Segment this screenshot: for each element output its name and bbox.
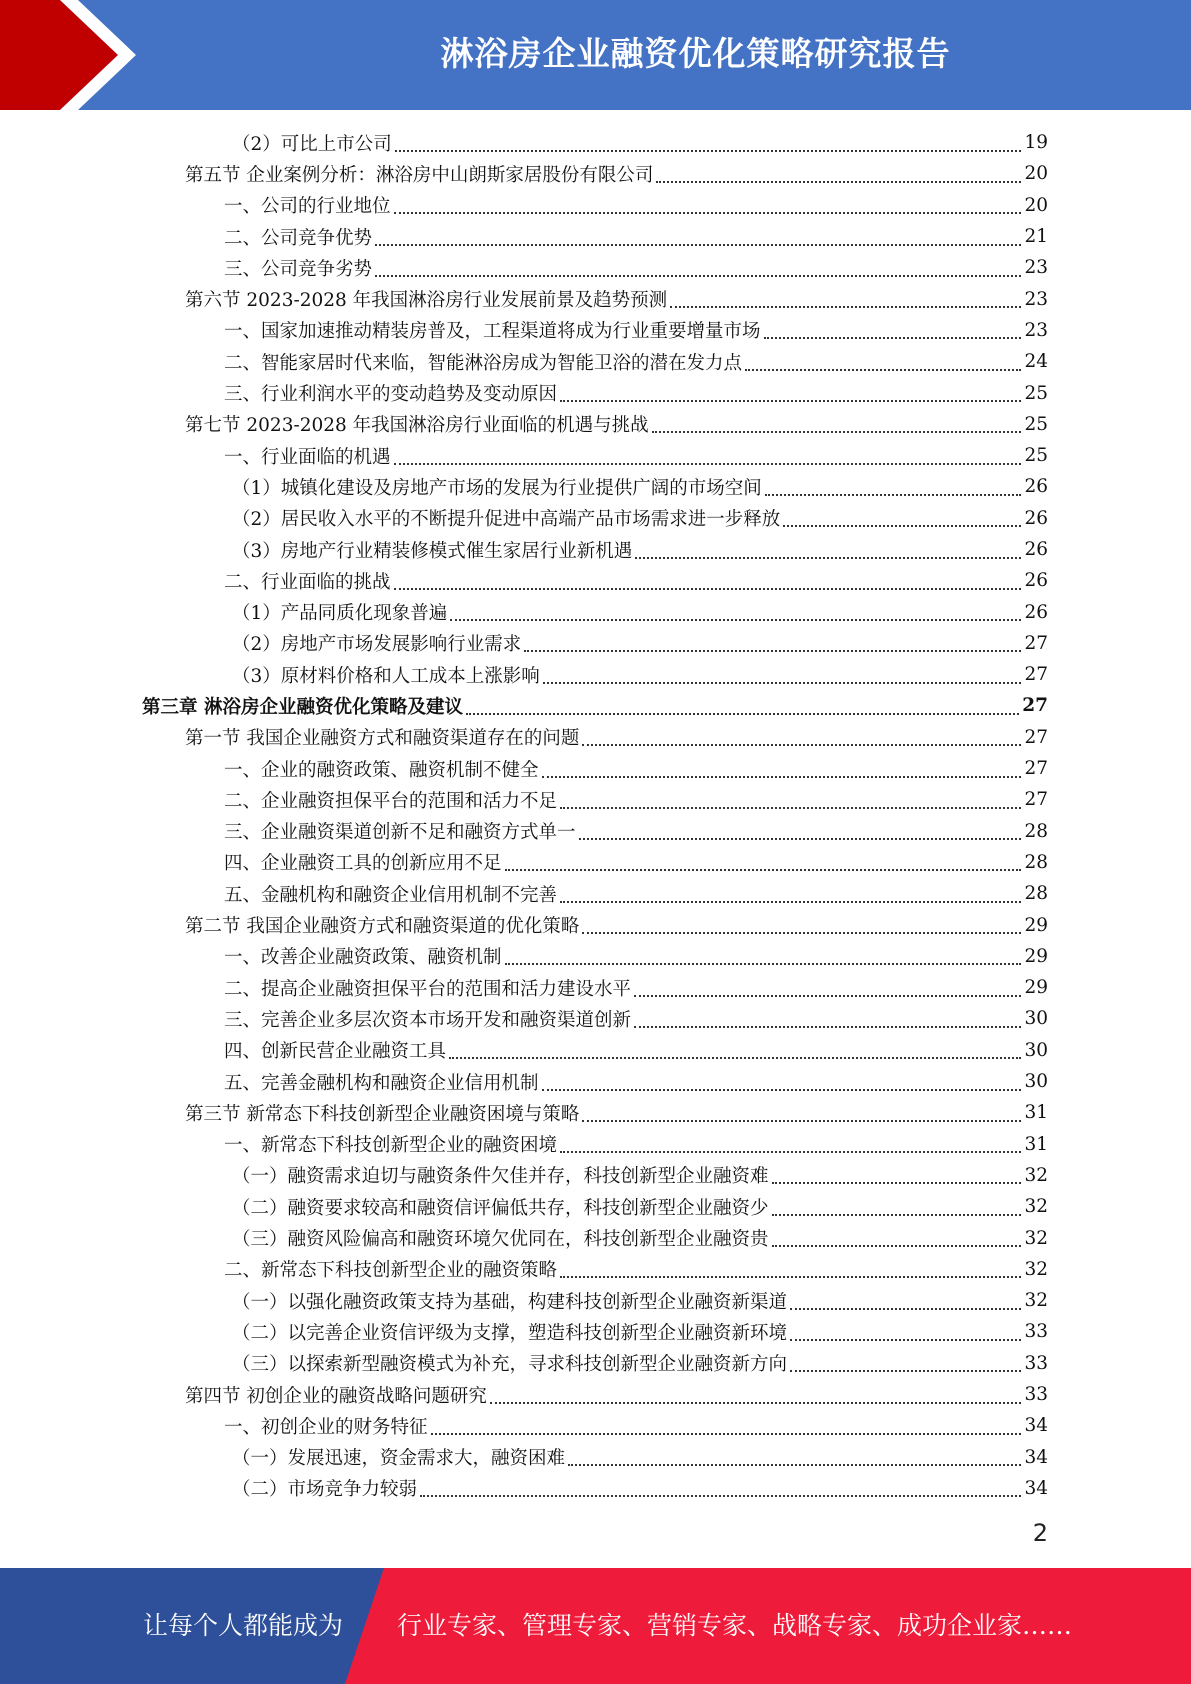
toc-entry-page: 25 — [1024, 445, 1048, 467]
toc-dot-leader — [764, 337, 1022, 339]
toc-dot-leader — [394, 588, 1022, 590]
toc-entry[interactable] — [232, 127, 1048, 158]
toc-dot-leader — [505, 963, 1022, 965]
toc-entry-title: 一、初创企业的财务特征 — [224, 1416, 428, 1438]
toc-dot-leader — [652, 431, 1022, 433]
toc-dot-leader — [394, 463, 1022, 465]
toc-dot-leader — [582, 1120, 1021, 1122]
toc-entry-page: 27 — [1024, 664, 1048, 686]
toc-entry-title: 五、金融机构和融资企业信用机制不完善 — [224, 884, 558, 906]
toc-entry[interactable] — [232, 1222, 1048, 1253]
toc-entry-title: 第七节 2023-2028 年我国淋浴房行业面临的机遇与挑战 — [185, 415, 649, 437]
toc-entry[interactable] — [232, 596, 1048, 627]
toc-entry-title: 二、行业面临的挑战 — [224, 571, 391, 593]
toc-entry-title: 二、企业融资担保平台的范围和活力不足 — [224, 790, 558, 812]
toc-entry-page: 27 — [1022, 695, 1048, 717]
toc-entry-page: 26 — [1024, 570, 1048, 592]
toc-entry-title: （1）城镇化建设及房地产市场的发展为行业提供广阔的市场空间 — [232, 477, 762, 499]
toc-dot-leader — [790, 1339, 1021, 1341]
toc-dot-leader — [634, 1026, 1021, 1028]
page-number: 2 — [1032, 1519, 1048, 1547]
toc-entry-page: 32 — [1024, 1290, 1048, 1312]
footer-banner — [0, 1568, 1191, 1684]
toc-entry-title: （二）融资要求较高和融资信评偏低共存，科技创新型企业融资少 — [232, 1197, 769, 1219]
table-of-contents — [0, 127, 1191, 1504]
toc-entry[interactable] — [224, 1003, 1048, 1034]
toc-entry-title: 二、提高企业融资担保平台的范围和活力建设水平 — [224, 978, 632, 1000]
toc-entry[interactable] — [185, 158, 1048, 189]
toc-entry-page: 23 — [1024, 319, 1048, 341]
toc-dot-leader — [765, 494, 1022, 496]
toc-entry-page: 19 — [1024, 132, 1048, 154]
toc-dot-leader — [772, 1182, 1022, 1184]
toc-entry[interactable] — [232, 1160, 1048, 1191]
toc-entry-page: 32 — [1024, 1227, 1048, 1249]
toc-entry-title: 二、公司竞争优势 — [224, 227, 373, 249]
toc-dot-leader — [560, 807, 1021, 809]
toc-entry[interactable] — [224, 221, 1048, 252]
toc-entry-title: 三、公司竞争劣势 — [224, 258, 373, 280]
toc-entry-page: 23 — [1024, 257, 1048, 279]
toc-entry-page: 32 — [1024, 1164, 1048, 1186]
toc-entry[interactable] — [224, 972, 1048, 1003]
toc-entry[interactable] — [185, 1379, 1048, 1410]
toc-entry-title: （2）可比上市公司 — [232, 133, 392, 155]
toc-entry-title: （一）融资需求迫切与融资条件欠佳并存，科技创新型企业融资难 — [232, 1166, 769, 1188]
toc-entry-page: 23 — [1024, 288, 1048, 310]
toc-dot-leader — [524, 650, 1021, 652]
toc-entry[interactable] — [232, 1285, 1048, 1316]
toc-entry[interactable] — [232, 659, 1048, 690]
toc-dot-leader — [634, 995, 1021, 997]
toc-entry-page: 27 — [1024, 632, 1048, 654]
toc-entry[interactable] — [224, 252, 1048, 283]
header-arrow-decoration — [0, 0, 150, 110]
toc-entry[interactable] — [224, 565, 1048, 596]
toc-entry-page: 33 — [1024, 1321, 1048, 1343]
toc-entry-title: （三）融资风险偏高和融资环境欠优同在，科技创新型企业融资贵 — [232, 1229, 769, 1251]
toc-entry-title: 一、企业的融资政策、融资机制不健全 — [224, 759, 539, 781]
footer-slogan-right: 行业专家、管理专家、营销专家、战略专家、成功企业家…… — [397, 1611, 1073, 1640]
toc-entry[interactable] — [232, 628, 1048, 659]
toc-entry-page: 26 — [1024, 539, 1048, 560]
toc-entry-title: （三）以探索新型融资模式为补充，寻求科技创新型企业融资新方向 — [232, 1354, 788, 1376]
toc-entry-page: 20 — [1024, 163, 1048, 185]
toc-entry-page: 28 — [1024, 883, 1048, 905]
toc-entry[interactable] — [224, 1410, 1048, 1441]
toc-dot-leader — [542, 1089, 1022, 1091]
toc-dot-leader — [635, 557, 1021, 559]
toc-entry-page: 27 — [1024, 789, 1048, 811]
toc-entry-title: 第四节 初创企业的融资战略问题研究 — [185, 1385, 487, 1407]
toc-entry-title: 四、企业融资工具的创新应用不足 — [224, 853, 502, 875]
toc-entry-title: 一、国家加速推动精装房普及，工程渠道将成为行业重要增量市场 — [224, 321, 761, 343]
toc-entry[interactable] — [185, 722, 1048, 753]
toc-entry-page: 30 — [1024, 1008, 1048, 1030]
toc-entry-title: 一、公司的行业地位 — [224, 196, 391, 218]
toc-entry[interactable] — [224, 753, 1048, 784]
toc-entry-page: 31 — [1024, 1133, 1048, 1155]
toc-entry-title: 第五节 企业案例分析：淋浴房中山朗斯家居股份有限公司 — [185, 164, 654, 186]
toc-dot-leader — [568, 1464, 1021, 1466]
toc-entry-title: 二、新常态下科技创新型企业的融资策略 — [224, 1260, 558, 1282]
document-title: 淋浴房企业融资优化策略研究报告 — [440, 34, 951, 73]
toc-entry[interactable] — [224, 1129, 1048, 1160]
footer-slogan-left: 让每个人都能成为 — [143, 1611, 344, 1640]
toc-entry[interactable] — [224, 941, 1048, 972]
toc-dot-leader — [582, 744, 1021, 746]
toc-dot-leader — [490, 1402, 1022, 1404]
toc-entry-title: 二、智能家居时代来临，智能淋浴房成为智能卫浴的潜在发力点 — [224, 352, 743, 374]
toc-entry[interactable] — [224, 1254, 1048, 1285]
toc-dot-leader — [783, 525, 1021, 527]
toc-dot-leader — [560, 1151, 1021, 1153]
toc-dot-leader — [790, 1308, 1021, 1310]
toc-entry-page: 26 — [1024, 476, 1048, 498]
toc-entry-page: 34 — [1024, 1446, 1048, 1468]
toc-entry-title: （2）房地产市场发展影响行业需求 — [232, 634, 522, 656]
toc-entry-page: 29 — [1024, 914, 1048, 936]
toc-entry-title: 三、完善企业多层次资本市场开发和融资渠道创新 — [224, 1009, 632, 1031]
toc-dot-leader — [560, 901, 1021, 903]
toc-entry-page: 28 — [1024, 851, 1048, 873]
toc-entry[interactable] — [185, 909, 1048, 940]
toc-dot-leader — [670, 306, 1021, 308]
toc-entry[interactable] — [232, 503, 1048, 534]
toc-entry-page: 27 — [1024, 726, 1048, 748]
toc-entry[interactable] — [232, 1348, 1048, 1379]
toc-entry-title: （3）房地产行业精装修模式催生家居行业新机遇 — [232, 540, 633, 562]
toc-dot-leader — [394, 212, 1022, 214]
toc-dot-leader — [449, 1057, 1021, 1059]
toc-entry-page: 25 — [1024, 413, 1048, 435]
toc-entry-title: （3）原材料价格和人工成本上涨影响 — [232, 665, 540, 687]
toc-entry-page: 29 — [1024, 945, 1048, 967]
toc-entry-page: 32 — [1024, 1196, 1048, 1218]
toc-entry-title: （2）居民收入水平的不断提升促进中高端产品市场需求进一步释放 — [232, 509, 781, 531]
toc-entry[interactable] — [142, 690, 1048, 721]
toc-entry-page: 29 — [1024, 977, 1048, 999]
toc-entry-page: 24 — [1024, 351, 1048, 373]
toc-entry-title: （二）以完善企业资信评级为支撑，塑造科技创新型企业融资新环境 — [232, 1322, 788, 1344]
toc-entry[interactable] — [224, 1035, 1048, 1066]
toc-dot-leader — [582, 932, 1021, 934]
toc-dot-leader — [745, 369, 1021, 371]
toc-entry[interactable] — [224, 315, 1048, 346]
toc-entry[interactable] — [185, 283, 1048, 314]
toc-dot-leader — [450, 619, 1021, 621]
toc-entry-title: 五、完善金融机构和融资企业信用机制 — [224, 1072, 539, 1094]
toc-entry-page: 27 — [1024, 758, 1048, 780]
toc-entry-title: （一）发展迅速，资金需求大，融资困难 — [232, 1448, 566, 1470]
toc-entry[interactable] — [185, 409, 1048, 440]
toc-dot-leader — [560, 400, 1021, 402]
toc-dot-leader — [790, 1370, 1021, 1372]
toc-dot-leader — [579, 838, 1022, 840]
toc-dot-leader — [375, 244, 1021, 246]
toc-entry-title: 第三章 淋浴房企业融资优化策略及建议 — [142, 696, 463, 718]
toc-entry-page: 33 — [1024, 1352, 1048, 1374]
toc-entry-page: 30 — [1024, 1071, 1048, 1093]
toc-entry-page: 25 — [1024, 382, 1048, 404]
toc-entry-page: 34 — [1024, 1415, 1048, 1437]
toc-entry[interactable] — [232, 1473, 1048, 1504]
header-banner — [0, 0, 1191, 110]
toc-entry-title: 第六节 2023-2028 年我国淋浴房行业发展前景及趋势预测 — [185, 290, 668, 312]
toc-entry[interactable] — [224, 784, 1048, 815]
toc-entry-title: 第三节 新常态下科技创新型企业融资困境与策略 — [185, 1103, 580, 1125]
toc-entry[interactable] — [232, 1316, 1048, 1347]
toc-entry-title: 第一节 我国企业融资方式和融资渠道存在的问题 — [185, 728, 580, 750]
toc-entry-page: 21 — [1024, 226, 1048, 248]
toc-entry-page: 33 — [1024, 1384, 1048, 1406]
toc-entry[interactable] — [232, 471, 1048, 502]
toc-entry[interactable] — [185, 1097, 1048, 1128]
toc-entry-title: （1）产品同质化现象普遍 — [232, 603, 448, 625]
toc-entry[interactable] — [232, 534, 1048, 565]
toc-entry-page: 31 — [1024, 1102, 1048, 1124]
toc-dot-leader — [772, 1245, 1022, 1247]
toc-entry-page: 20 — [1024, 194, 1048, 216]
toc-entry-title: 四、创新民营企业融资工具 — [224, 1041, 447, 1063]
toc-entry[interactable] — [224, 1066, 1048, 1097]
toc-entry-page: 30 — [1024, 1039, 1048, 1061]
toc-entry-title: （二）市场竞争力较弱 — [232, 1479, 418, 1501]
toc-entry-title: 三、企业融资渠道创新不足和融资方式单一 — [224, 822, 576, 844]
toc-dot-leader — [542, 776, 1022, 778]
toc-entry[interactable] — [224, 816, 1048, 847]
toc-dot-leader — [656, 181, 1021, 183]
toc-dot-leader — [466, 713, 1019, 715]
toc-dot-leader — [543, 682, 1022, 684]
toc-dot-leader — [420, 1495, 1021, 1497]
toc-dot-leader — [772, 1214, 1022, 1216]
toc-entry[interactable] — [224, 847, 1048, 878]
toc-entry-title: 三、行业利润水平的变动趋势及变动原因 — [224, 384, 558, 406]
toc-entry[interactable] — [224, 346, 1048, 377]
toc-entry-page: 32 — [1024, 1258, 1048, 1280]
toc-entry-title: 一、改善企业融资政策、融资机制 — [224, 947, 502, 969]
toc-entry-page: 34 — [1024, 1477, 1048, 1499]
toc-entry[interactable] — [224, 440, 1048, 471]
toc-dot-leader — [375, 275, 1021, 277]
toc-entry[interactable] — [224, 190, 1048, 221]
toc-dot-leader — [505, 869, 1022, 871]
toc-entry-page: 28 — [1024, 820, 1048, 842]
toc-entry[interactable] — [224, 878, 1048, 909]
toc-entry-title: 一、新常态下科技创新型企业的融资困境 — [224, 1135, 558, 1157]
toc-entry-title: （一）以强化融资政策支持为基础，构建科技创新型企业融资新渠道 — [232, 1291, 788, 1313]
toc-entry-page: 26 — [1024, 507, 1048, 529]
toc-entry[interactable] — [232, 1441, 1048, 1472]
toc-entry-title: 一、行业面临的机遇 — [224, 446, 391, 468]
toc-entry[interactable] — [232, 1191, 1048, 1222]
toc-dot-leader — [395, 150, 1022, 152]
toc-dot-leader — [560, 1276, 1021, 1278]
toc-entry-title: 第二节 我国企业融资方式和融资渠道的优化策略 — [185, 916, 580, 938]
toc-entry[interactable] — [224, 377, 1048, 408]
toc-entry-page: 26 — [1024, 601, 1048, 623]
toc-dot-leader — [431, 1433, 1022, 1435]
